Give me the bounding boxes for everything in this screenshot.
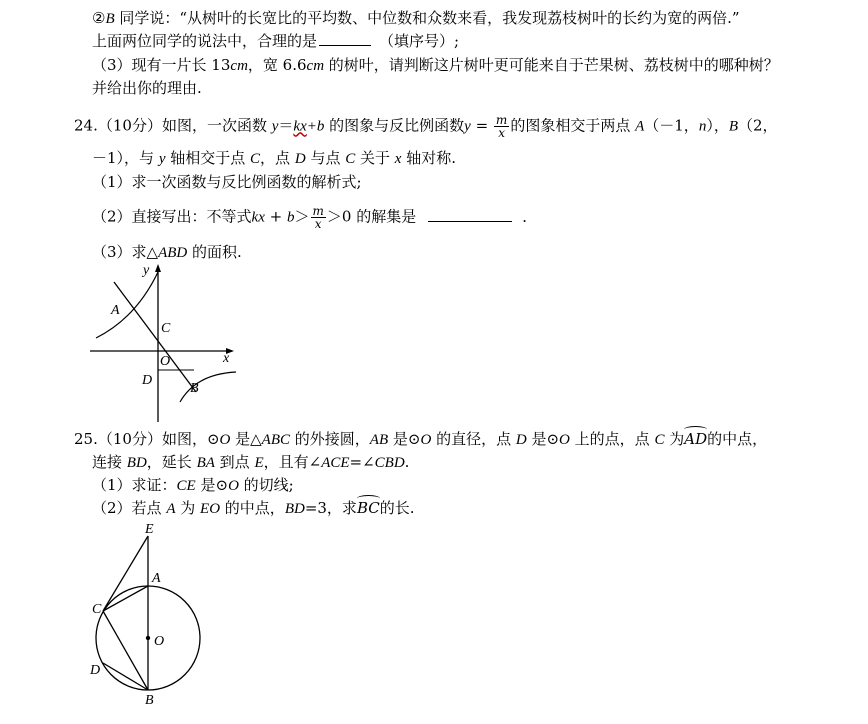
q25-p1-b: 是⊙ [195,476,229,494]
q25-l2-c: 到点 [214,453,255,471]
plus-b: +b [306,118,325,135]
point-d-ref: D [294,151,306,167]
student-b: B [105,11,115,27]
frac-den-2: x [314,217,322,231]
q24-p3-b: 的面积. [187,243,242,261]
q25-p2-c: 的中点， [220,499,285,517]
var-y2: y [464,118,471,135]
eq-sign-2: = [470,116,493,135]
label-d: D [142,373,153,388]
unit-cm-2: cm [306,58,325,74]
figure-24 [86,262,246,428]
point-a: A [635,118,645,135]
point-b: B [728,118,738,135]
hyperbola-lower [180,372,236,402]
q23-l3-c: 的树叶，请判断这片树叶更可能来自于芒果树、荔枝树中的哪种树？ [324,56,779,74]
point-c-ref: C [250,151,261,167]
axis-x-ref: x [394,151,402,167]
label-c2: C [92,602,102,617]
q25-p2-a: （2）若点 [92,499,167,517]
label-o: O [160,354,171,369]
pt-a2: A [166,501,176,517]
fraction-m-over-x [494,114,509,139]
q24-line2 [92,148,456,169]
o3: O [559,432,570,448]
p2-end: ． [522,207,538,226]
q24-l2-e: 关于 [355,149,395,167]
seg-ab: AB [369,432,389,448]
q24-p1-text: （1）求一次函数与反比例函数的解析式; [92,173,362,191]
arc-ad: AD [684,430,708,448]
pt-e: E [254,455,264,471]
q24-p3-a: （3）求△ [92,243,159,261]
coord-a: （－1， [644,116,699,135]
q24-l2-c: ，点 [260,149,295,167]
answer-blank-1[interactable] [319,31,371,46]
circled-two: ② [92,9,106,27]
q25-heading [74,429,767,450]
pt-c: C [654,432,665,448]
p2-plus: + [264,207,287,226]
q25-p2-d: =3，求 [304,499,357,517]
q25-h-d: 是⊙ [388,430,421,448]
triangle-abd: ABD [158,245,188,261]
q25-l2-d: ，且有∠ [263,453,322,471]
p2-b: b [286,209,295,226]
angle-cbd: CBD [374,455,405,471]
q25-h-a: 25.（10分）如图，⊙ [74,430,220,448]
answer-blank-2[interactable] [428,207,512,222]
q24-part2 [92,205,537,230]
figure-25 [84,518,214,718]
q25-part2 [92,498,415,519]
linear-function-line [114,282,196,392]
o2: O [420,432,432,448]
label-x: x [223,351,230,366]
q23-line2 [92,31,459,51]
label-b2: B [145,693,154,708]
line-ec [103,536,148,611]
arc-bc: BC [356,499,380,517]
q24-part3 [92,242,242,263]
label-o2: O [154,634,165,649]
q25-l2-f: . [404,453,410,471]
p2-gt0: ＞0 的解集是 [326,207,417,226]
q23-line3 [92,55,779,76]
q25-p2-b: 为 [175,499,201,517]
label-a2: A [152,571,161,586]
o1: O [219,432,231,448]
q24-l2-a: －1），与 [92,149,159,167]
q25-h-f: 是⊙ [526,430,560,448]
seg-bd2: BD [284,501,305,517]
pt-d: D [515,432,527,448]
center-dot [146,636,150,640]
point-c-ref-2: C [345,151,356,167]
q24-l2-f: 轴对称. [401,149,456,167]
eq-sign: ＝ [278,116,294,135]
q23-l3-b: ，宽 6.6 [247,56,307,74]
line-db [103,663,148,690]
q23-line1 [92,8,740,29]
tri-abc: ABC [261,432,291,448]
q25-h-e: 的直径，点 [431,430,516,448]
q25-l2-a: 连接 [92,453,127,471]
frac-num: m [495,113,508,127]
coord-a-end: ）， [706,116,729,135]
var-y: y [271,118,279,135]
seg-ce: CE [176,478,196,494]
q23-line4 [92,78,202,98]
var-n: n [698,118,707,135]
q25-h-b: 是△ [230,430,262,448]
seg-bd: BD [126,455,147,471]
coord-b: （2， [738,116,778,135]
q24-h-a: 24.（10分）如图，一次函数 [74,116,272,135]
p2-gt: ＞ [294,207,310,226]
q25-h-h: 为 [664,430,685,448]
q24-h-c: 的图象相交于两点 [510,116,636,135]
q25-line2 [92,452,409,473]
label-y: y [143,263,150,278]
label-d2: D [90,663,101,678]
var-kx: kx [293,118,307,135]
q25-l2-b: ，延长 [146,453,197,471]
q25-l2-e: =∠ [349,453,375,471]
seg-ba: BA [196,455,215,471]
q24-l2-d: 与点 [305,149,346,167]
q25-p2-e: 的长. [379,499,415,517]
axis-y-ref: y [158,151,166,167]
q23-l2-tail: （填序号）; [379,32,460,50]
q23-l2-text: 上面两位同学的说法中，合理的是 [92,32,318,50]
unit-cm-1: cm [230,58,248,74]
q24-heading [74,114,778,139]
seg-eo: EO [200,501,221,517]
y-axis-arrow [155,264,161,272]
q23-l4-text: 并给出你的理由. [92,79,202,97]
q25-h-i: 的中点， [707,430,768,448]
q25-part1 [92,475,294,496]
fraction-m-over-x-2 [311,205,326,230]
q25-p1-a: （1）求证： [92,476,177,494]
q24-l2-b: 轴相交于点 [165,149,251,167]
q24-h-b: 的图象与反比例函数 [324,116,465,135]
q23-l1-text: 同学说：“从树叶的长宽比的平均数、中位数和众数来看，我发现荔枝树叶的长约为宽的两倍.” [114,9,740,27]
p2-kx: kx [251,209,265,226]
line-cb [103,611,148,690]
label-a: A [111,303,120,318]
q25-h-g: 上的点，点 [569,430,655,448]
q25-h-c: 的外接圆， [290,430,370,448]
o4: O [228,478,239,494]
angle-ace: ACE [321,455,350,471]
label-b: B [190,381,199,396]
q23-l3-a: （3）现有一片长 13 [92,56,231,74]
label-e: E [145,522,154,537]
frac-den: x [498,126,505,140]
q25-p1-c: 的切线; [238,476,294,494]
label-c: C [161,321,171,336]
q24-p2-a: （2）直接写出：不等式 [92,207,252,226]
frac-num-2: m [312,204,324,218]
q24-part1 [92,172,362,192]
